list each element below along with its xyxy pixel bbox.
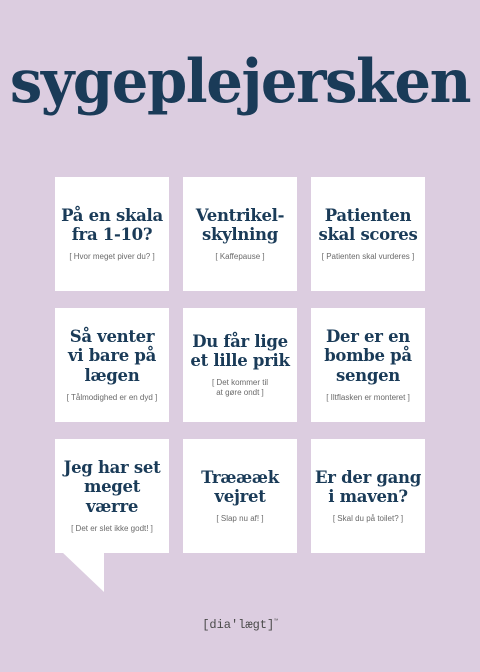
meaning-line: [ Hvor meget piver du? ]: [69, 252, 155, 262]
phrase-card: [311, 308, 425, 422]
phrase-card: [183, 439, 297, 553]
phrase-text: [59, 458, 165, 516]
phrase-line: et lille prik: [190, 351, 290, 370]
phrase-text: [68, 327, 156, 385]
meaning-line: [ Det er slet ikke godt! ]: [71, 524, 153, 534]
phrase-card: [311, 177, 425, 291]
phrase-line: skylning: [202, 225, 278, 244]
phrase-text: [201, 468, 279, 507]
phrase-line: Træææk: [201, 467, 279, 487]
phrase-card: [311, 439, 425, 553]
phrase-text: [324, 327, 412, 385]
phrase-line: i maven?: [328, 487, 408, 506]
meaning-text: [322, 252, 415, 262]
meaning-text: [69, 252, 154, 262]
meaning-line: [ Tålmodighed er en dyd ]: [66, 393, 158, 403]
meaning-line: [ Patienten skal vurderes ]: [321, 252, 415, 262]
phrase-line: Er der gang: [315, 467, 421, 487]
phrase-line: bombe på: [324, 346, 412, 366]
phrase-line: vi bare på: [68, 346, 156, 366]
phrase-line: lægen: [84, 365, 140, 385]
meaning-line: [ Slap nu af! ]: [216, 514, 264, 524]
phrase-card: [55, 308, 169, 422]
phrase-line: skal scores: [318, 225, 418, 244]
meaning-line: [ Det kommer til: [211, 378, 268, 388]
phrase-text: [319, 206, 418, 245]
speech-bubble-tail: [62, 552, 106, 594]
phrase-text: [196, 206, 284, 245]
phrase-card: [55, 439, 169, 553]
brand-logo-text: [dia'lægt]: [202, 618, 275, 632]
phrase-line: vejret: [214, 487, 266, 506]
phrase-line: Så venter: [69, 326, 155, 346]
meaning-line: at gøre ondt ]: [216, 388, 264, 398]
phrase-line: fra 1-10?: [71, 225, 153, 244]
phrase-line: Jeg har set: [63, 457, 161, 477]
meaning-text: [215, 252, 264, 262]
phrase-line: Der er en: [326, 326, 410, 346]
phrase-line: På en skala: [61, 205, 163, 225]
meaning-line: [ Kaffepause ]: [215, 252, 265, 262]
phrase-text: [190, 332, 289, 371]
phrase-line: sengen: [335, 365, 400, 385]
phrase-line: Du får lige: [192, 331, 288, 351]
phrase-text: [315, 468, 421, 507]
brand-logo: [0, 618, 480, 632]
meaning-text: [67, 393, 158, 403]
phrase-card: [55, 177, 169, 291]
meaning-text: [71, 524, 153, 534]
phrase-line: Ventrikel-: [195, 205, 285, 225]
meaning-text: [333, 514, 403, 524]
meaning-text: [326, 393, 410, 403]
trademark-mark: ™: [274, 618, 278, 625]
poster-title: sygeplejersken: [9, 47, 471, 117]
meaning-text: [216, 514, 263, 524]
meaning-line: [ Iltflasken er monteret ]: [326, 393, 410, 403]
phrase-text: [61, 206, 163, 245]
meaning-text: [212, 378, 268, 398]
phrase-card: [183, 177, 297, 291]
phrase-line: meget værre: [83, 477, 141, 516]
phrase-line: Patienten: [324, 205, 412, 225]
meaning-line: [ Skal du på toilet? ]: [332, 514, 404, 524]
phrase-card: [183, 308, 297, 422]
